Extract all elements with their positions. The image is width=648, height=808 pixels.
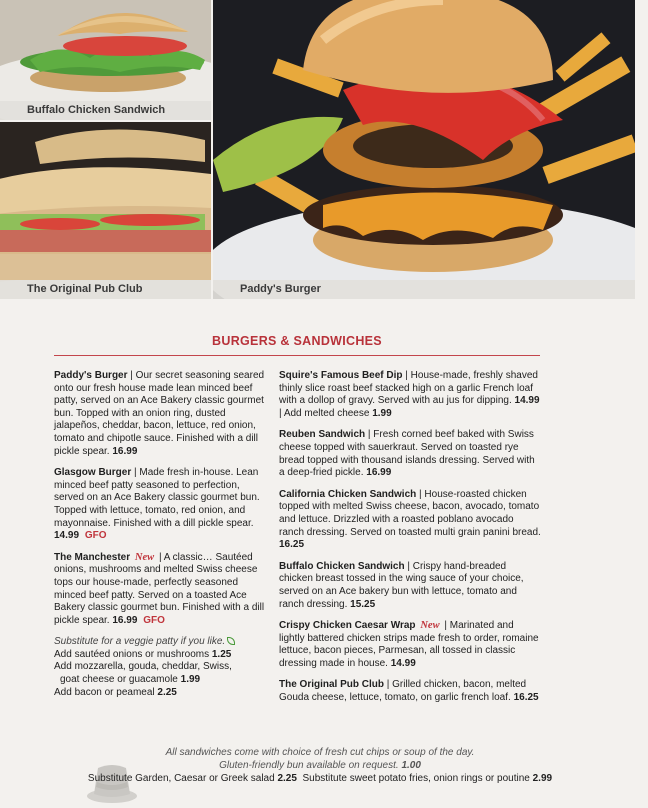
menu-item-reuben-sandwich	[279, 429, 541, 479]
item-separator: |	[127, 370, 136, 381]
item-name: Paddy's Burger	[54, 370, 128, 381]
item-name: Glasgow Burger	[54, 467, 132, 479]
addon-onions-mushrooms: Add sautéed onions or mushrooms 1.25	[54, 648, 232, 660]
item-description: House-made, freshly shaved thinly slice roast beef stacked high on a garlic French loaf with a dollop of gravy. Served with au jus for dipping.	[279, 370, 538, 407]
menu-item-glasgow-burger	[54, 467, 266, 543]
item-separator: |	[441, 620, 450, 632]
menu-column-right	[279, 370, 541, 714]
pub-club-photo	[0, 122, 211, 299]
item-separator: |	[404, 560, 413, 572]
menu-column-left	[54, 370, 266, 708]
item-description: House-roasted chicken topped with melted Swiss cheese, bacon, avocado, tomato and lettuce. Drizzled with a roasted poblano avocado ranch dressing. Served on toasted multi grain panini bread.	[279, 488, 541, 538]
sides-note: All sandwiches come with choice of fresh cut chips or soup of the day.	[165, 747, 475, 758]
buffalo-chicken-sandwich-photo	[0, 0, 211, 120]
substitutes-block	[54, 636, 266, 699]
item-price: 16.99	[112, 614, 138, 626]
item-price: 14.99	[514, 395, 540, 407]
item-price: 14.99	[54, 530, 80, 542]
substitution-options: Substitute Garden, Caesar or Greek salad 2.25 Substitute sweet potato fries, onion rings or poutine 2.99	[87, 773, 553, 784]
addon-bacon-peameal: Add bacon or peameal 2.25	[54, 686, 177, 698]
item-description: Made fresh in-house. Lean minced beef patty seasoned to perfection, served on an Ace Bakery classic gourmet bun. Topped with lettuce, tomato, red onion, and mayonnaise. Finished with a dill pickle spear.	[54, 467, 260, 529]
item-price: 14.99	[390, 657, 416, 669]
menu-item-the-manchester	[54, 552, 266, 628]
item-description: Grilled chicken, bacon, melted Gouda cheese, lettuce, tomato, on garlic french loaf.	[279, 679, 527, 704]
item-price: 16.25	[513, 692, 539, 704]
section-title: BURGERS & SANDWICHES	[212, 334, 382, 348]
section-divider	[54, 355, 540, 356]
item-separator: |	[402, 370, 411, 381]
item-name: Buffalo Chicken Sandwich	[279, 560, 405, 572]
paddys-burger-photo	[213, 0, 635, 299]
paddys-photo-caption: Paddy's Burger	[213, 280, 635, 299]
item-description: Our secret seasoning seared onto our fresh house made lean minced beef patty, served on an Ace Bakery classic gourmet bun. Topped with an onion ring, dusted jalapeños, cheddar, bacon, lettuce, red onion, tomato and chipotle sauce. Finished with a dill pickle spear.	[54, 370, 265, 457]
addon-cheese-line: Add mozzarella, gouda, cheddar, Swiss,	[54, 661, 232, 673]
item-name: Crispy Chicken Caesar Wrap	[279, 620, 416, 632]
menu-item-california-chicken	[279, 489, 541, 552]
item-separator: |	[416, 488, 425, 500]
item-description: Marinated and lightly battered chicken strips made fresh to order, romaine lettuce, bacon pieces, Parmesan, all tossed in classic dressing made in house.	[279, 620, 539, 669]
menu-item-chicken-caesar-wrap	[279, 620, 541, 670]
menu-item-buffalo-chicken	[279, 561, 541, 611]
item-separator: |	[384, 679, 393, 691]
item-name: Squire's Famous Beef Dip	[279, 370, 403, 381]
item-description: Crispy hand-breaded chicken breast tossed in the wing sauce of your choice, served on an Ace bakery bun with lettuce, tomato and ranch dressing.	[279, 560, 524, 610]
item-separator: |	[131, 467, 140, 479]
item-name: The Original Pub Club	[279, 679, 384, 691]
item-description: Fresh corned beef baked with Swiss cheese topped with sauerkraut. Served on toasted rye bread topped with thousand islands dressing. Served with a deep-fried pickle.	[279, 429, 535, 479]
leaf-icon	[227, 637, 235, 645]
menu-item-paddys-burger	[54, 370, 266, 458]
item-addon: | Add melted cheese	[279, 407, 373, 419]
item-name: Reuben Sandwich	[279, 429, 366, 441]
item-price: 16.25	[279, 539, 305, 551]
gfo-badge: GFO	[84, 530, 107, 542]
item-separator: |	[365, 429, 374, 441]
veggie-substitute-note: Substitute for a veggie patty if you like.	[54, 636, 226, 648]
menu-item-squires-beef-dip	[279, 370, 541, 420]
buffalo-photo-caption: Buffalo Chicken Sandwich	[0, 101, 211, 120]
item-name: The Manchester	[54, 551, 131, 563]
item-price: 16.99	[366, 467, 392, 479]
gluten-friendly-note: Gluten-friendly bun available on request. 1.00	[219, 760, 421, 771]
menu-item-original-pub-club	[279, 679, 541, 704]
pub-club-photo-caption: The Original Pub Club	[0, 280, 211, 299]
item-description: A classic… Sautéed onions, mushrooms and melted Swiss cheese tops our house-made, perfectly seasoned minced beef patty. Served on a toasted Ace Bakery classic gourmet bun. Finished with a dill pickle spear.	[54, 551, 265, 626]
item-price: 15.25	[350, 598, 376, 610]
item-separator: |	[156, 551, 164, 563]
gfo-badge: GFO	[143, 614, 165, 626]
addon-cheese-guacamole: goat cheese or guacamole 1.99	[60, 674, 201, 686]
new-badge: New	[134, 551, 155, 563]
footer-notes	[40, 746, 600, 785]
item-price: 16.99	[112, 445, 138, 457]
item-addon-price: 1.99	[372, 407, 392, 419]
new-badge: New	[420, 620, 440, 632]
item-name: California Chicken Sandwich	[279, 488, 417, 500]
